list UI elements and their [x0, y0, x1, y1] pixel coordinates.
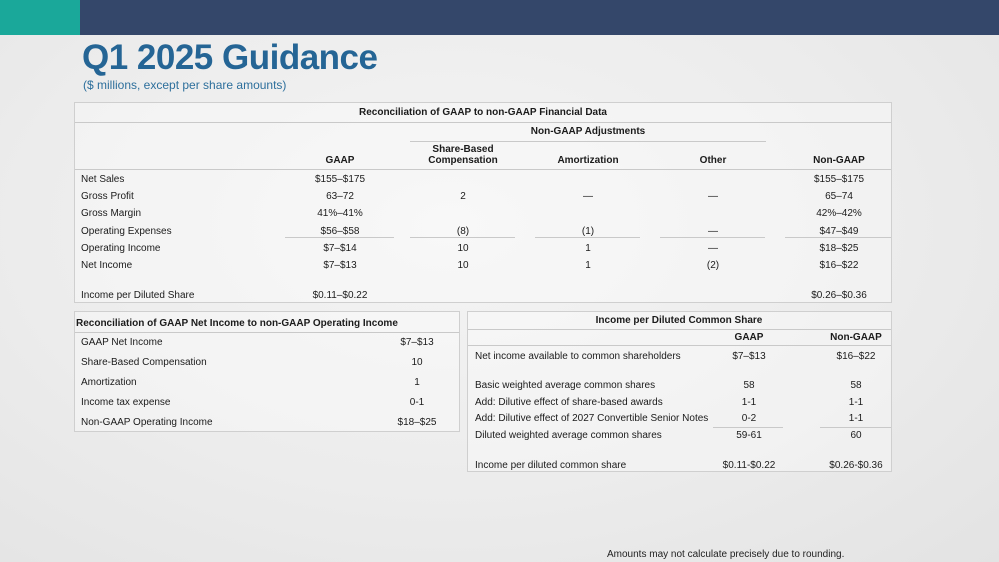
col-header-gaap: GAAP	[734, 332, 764, 343]
top-banner-accent	[0, 0, 80, 35]
row-label: GAAP Net Income	[81, 337, 163, 348]
cell-gaap: 58	[743, 380, 755, 391]
cell-nongaap: 58	[850, 380, 862, 391]
cell-nongaap: 42%–42%	[816, 208, 862, 219]
row-value: $18–$25	[397, 417, 437, 428]
cell-nongaap: $155–$175	[813, 174, 865, 185]
cell-gaap: $0.11-$0.22	[722, 460, 776, 471]
col-header-amortization: Amortization	[557, 155, 619, 166]
col-header-sbc: Share-Based Compensation	[428, 144, 498, 166]
col-header-gaap: GAAP	[325, 155, 355, 166]
divider	[820, 427, 891, 428]
divider	[75, 332, 459, 333]
cell-gaap: $7–$13	[732, 351, 766, 362]
rounding-footnote: Amounts may not calculate precisely due to rounding.	[607, 549, 845, 560]
row-label: Gross Margin	[81, 208, 142, 219]
cell-amortization: (1)	[581, 226, 595, 237]
col-header-nongaap: Non-GAAP	[813, 155, 865, 166]
cell-sbc: 10	[457, 260, 469, 271]
cell-amortization: —	[583, 191, 593, 202]
cell-gaap: $7–$13	[323, 260, 357, 271]
cell-nongaap: $0.26–$0.36	[811, 290, 867, 301]
cell-sbc: 10	[457, 243, 469, 254]
cell-gaap: $56–$58	[320, 226, 360, 237]
page-subtitle: ($ millions, except per share amounts)	[83, 78, 287, 92]
col-header-nongaap: Non-GAAP	[830, 332, 882, 343]
net-income-reconciliation-table	[74, 311, 460, 432]
row-label: Add: Dilutive effect of 2027 Convertible Senior Notes	[475, 413, 709, 424]
table-title: Reconciliation of GAAP to non-GAAP Financial Data	[359, 107, 607, 118]
row-label: Income tax expense	[81, 397, 171, 408]
divider	[785, 237, 891, 238]
row-label: Net Income	[81, 260, 133, 271]
row-label: Diluted weighted average common shares	[475, 430, 662, 441]
cell-sbc: 2	[460, 191, 466, 202]
divider	[285, 237, 394, 238]
cell-gaap: 41%–41%	[317, 208, 363, 219]
cell-nongaap: $0.26-$0.36	[829, 460, 883, 471]
income-per-share-table	[467, 311, 892, 472]
row-label: Operating Expenses	[81, 226, 172, 237]
cell-other: —	[708, 243, 718, 254]
divider	[75, 122, 891, 123]
row-label: Amortization	[81, 377, 137, 388]
table-title: Reconciliation of GAAP Net Income to non-GAAP Operating Income	[76, 318, 398, 329]
cell-nongaap: 60	[850, 430, 862, 441]
cell-gaap: $155–$175	[314, 174, 366, 185]
row-value: 10	[411, 357, 423, 368]
row-value: 0-1	[409, 397, 425, 408]
row-label: Non-GAAP Operating Income	[81, 417, 213, 428]
row-label: Gross Profit	[81, 191, 134, 202]
row-label: Net Sales	[81, 174, 125, 185]
cell-other: —	[708, 226, 718, 237]
page-title: Q1 2025 Guidance	[82, 38, 378, 77]
cell-nongaap: $18–$25	[819, 243, 859, 254]
table-title: Income per Diluted Common Share	[595, 315, 763, 326]
divider	[410, 141, 766, 142]
row-label: Basic weighted average common shares	[475, 380, 656, 391]
cell-nongaap: 65–74	[825, 191, 853, 202]
cell-gaap: 59-61	[736, 430, 762, 441]
cell-gaap: 0-2	[741, 413, 757, 424]
divider	[468, 345, 891, 346]
cell-gaap: 1-1	[741, 397, 757, 408]
cell-gaap: 63–72	[326, 191, 354, 202]
divider	[660, 237, 765, 238]
divider	[535, 237, 640, 238]
row-label: Operating Income	[81, 243, 161, 254]
cell-amortization: 1	[585, 260, 591, 271]
divider	[75, 169, 891, 170]
row-value: 1	[414, 377, 420, 388]
cell-nongaap: 1-1	[848, 413, 864, 424]
row-label: Net income available to common shareholders	[475, 351, 681, 362]
row-label: Add: Dilutive effect of share-based awards	[475, 397, 663, 408]
col-header-other: Other	[699, 155, 727, 166]
cell-nongaap: $16–$22	[836, 351, 876, 362]
row-label: Income per diluted common share	[475, 460, 627, 471]
row-value: $7–$13	[400, 337, 434, 348]
cell-other: —	[708, 191, 718, 202]
cell-other: (2)	[706, 260, 720, 271]
cell-gaap: $0.11–$0.22	[312, 290, 368, 301]
cell-sbc: (8)	[456, 226, 470, 237]
row-label: Share-Based Compensation	[81, 357, 207, 368]
top-banner	[0, 0, 999, 35]
cell-nongaap: 1-1	[848, 397, 864, 408]
row-label: Income per Diluted Share	[81, 290, 195, 301]
adjustments-header: Non-GAAP Adjustments	[530, 126, 646, 137]
divider	[713, 427, 783, 428]
gaap-reconciliation-table	[74, 102, 892, 303]
divider	[468, 329, 891, 330]
cell-gaap: $7–$14	[323, 243, 357, 254]
divider	[410, 237, 515, 238]
cell-nongaap: $47–$49	[819, 226, 859, 237]
cell-amortization: 1	[585, 243, 591, 254]
cell-nongaap: $16–$22	[819, 260, 859, 271]
